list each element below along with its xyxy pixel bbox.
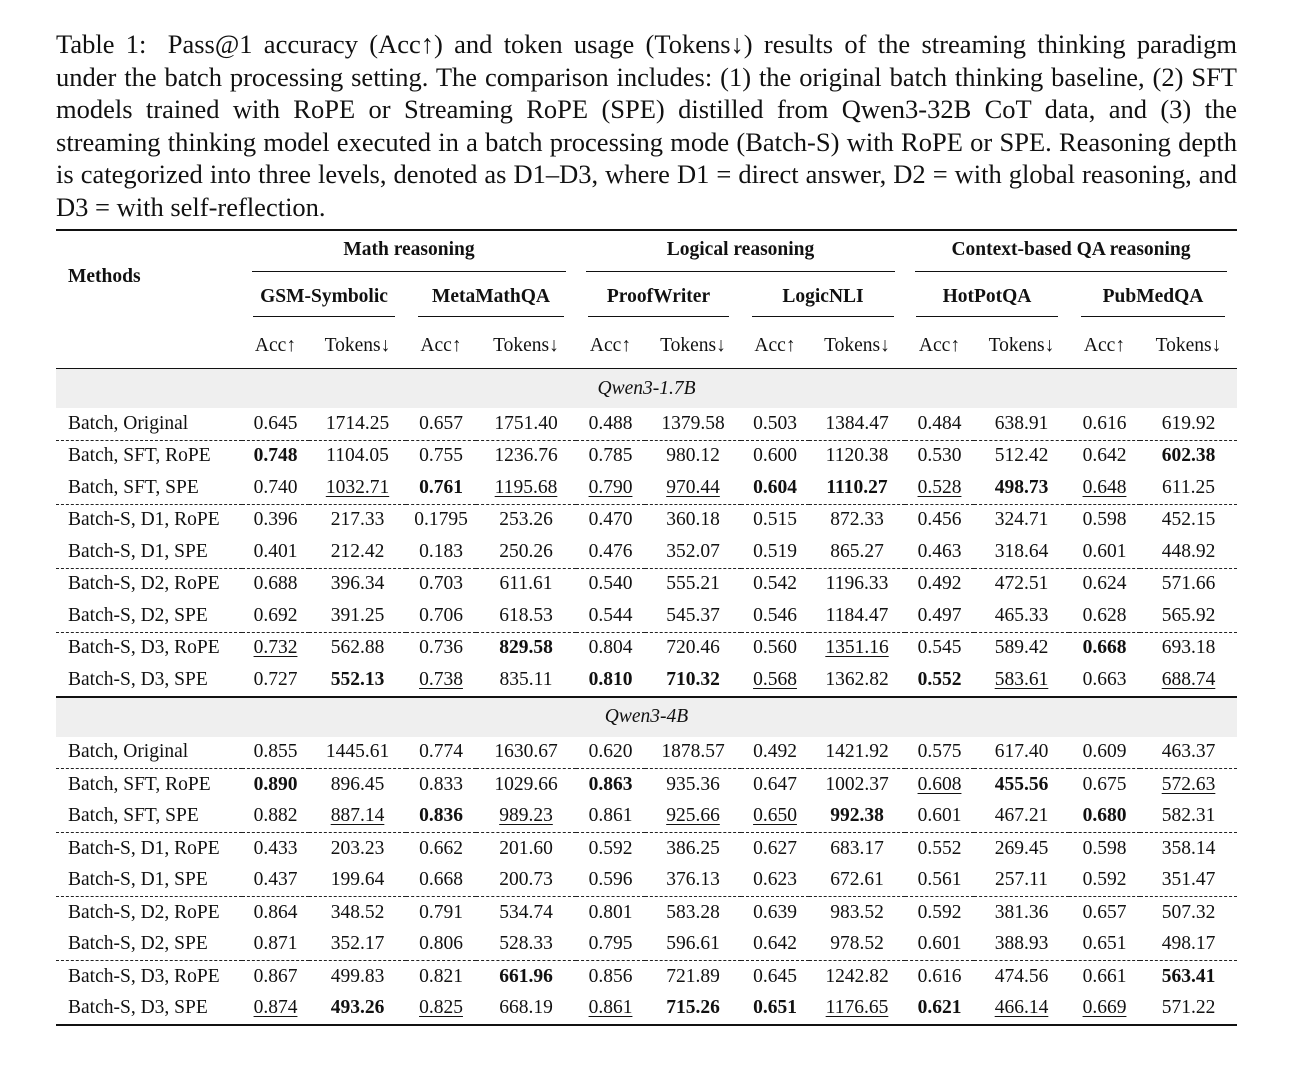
metric-header: Tokens↓ — [309, 323, 406, 369]
method-name: Batch, SFT, RoPE — [56, 769, 242, 801]
table-cell: 0.627 — [741, 833, 809, 865]
table-cell: 474.56 — [974, 961, 1069, 993]
table-cell: 0.801 — [576, 897, 645, 929]
table-cell: 0.484 — [917, 412, 962, 434]
metric-header-row — [56, 323, 1237, 369]
table-cell: 391.25 — [330, 604, 385, 626]
table-cell: 0.657 — [1069, 897, 1140, 929]
table-cell: 1176.65 — [809, 993, 905, 1026]
table-cell: 0.810 — [576, 664, 645, 697]
table-cell: 0.806 — [419, 933, 463, 955]
table-cell: 0.616 — [905, 961, 974, 993]
table-cell: 589.42 — [974, 632, 1069, 664]
table-cell: 583.28 — [645, 897, 741, 929]
table-cell: 0.561 — [917, 869, 962, 891]
table-cell: 1630.67 — [494, 741, 558, 763]
table-cell: 0.624 — [1069, 568, 1140, 600]
table-row — [56, 408, 1237, 440]
table-cell: 0.598 — [1069, 504, 1140, 536]
metric-header: Acc↑ — [406, 323, 476, 369]
table-cell: 0.821 — [406, 961, 476, 993]
method-name: Batch, Original — [68, 412, 189, 434]
table-cell: 0.616 — [1082, 412, 1127, 434]
results-table — [56, 229, 1237, 1026]
table-cell: 0.648 — [1082, 476, 1127, 498]
table-cell: 0.645 — [253, 412, 298, 434]
table-cell: 980.12 — [645, 440, 741, 472]
table-cell: 0.608 — [905, 769, 974, 801]
table-cell: 360.18 — [645, 504, 741, 536]
table-cell: 1714.25 — [325, 412, 390, 434]
table-row — [56, 961, 1237, 993]
table-cell: 0.401 — [253, 540, 298, 562]
table-cell: 1878.57 — [661, 741, 725, 763]
table-cell: 0.596 — [588, 869, 633, 891]
metric-header: Tokens↓ — [645, 323, 741, 369]
table-row — [56, 440, 1237, 472]
table-cell: 396.34 — [309, 568, 406, 600]
table-cell: 0.601 — [917, 805, 962, 827]
caption-text: Pass@1 accuracy (Acc↑) and token usage (Tokens↓) results of the streaming thinking paradigm under the batch processing setting. The comparison includes: (1) the original batch thinking baseline, (2) SFT models trained with RoPE or Streaming RoPE (SPE) distilled from Qwen3-32B CoT data, and (3) the streaming thinking model executed in a batch processing mode (Batch-S) with RoPE or SPE. Reasoning depth is categorized into three levels, denoted as D1–D3, where D1 = direct answer, D2 = with global reasoning, and D3 = with self-reflection. — [56, 29, 1237, 222]
table-cell: 0.552 — [905, 833, 974, 865]
table-cell: 388.93 — [994, 933, 1049, 955]
group-math: Math reasoning — [242, 230, 576, 279]
table-cell: 0.600 — [741, 440, 809, 472]
method-name: Batch, SFT, SPE — [68, 476, 199, 498]
table-cell: 638.91 — [994, 412, 1049, 434]
table-cell: 0.433 — [242, 833, 309, 865]
table-cell: 1196.33 — [809, 568, 905, 600]
table-cell: 0.598 — [1069, 833, 1140, 865]
group-context-qa: Context-based QA reasoning — [905, 230, 1237, 279]
metric-header: Tokens↓ — [476, 323, 576, 369]
table-cell: 0.791 — [406, 897, 476, 929]
table-cell: 1236.76 — [476, 440, 576, 472]
table-cell: 463.37 — [1161, 741, 1216, 763]
table-cell: 0.755 — [406, 440, 476, 472]
method-name: Batch-S, D1, RoPE — [56, 504, 242, 536]
table-cell: 1362.82 — [809, 664, 905, 697]
model-name: Qwen3-1.7B — [56, 369, 1237, 409]
table-caption-block — [56, 28, 1237, 224]
metric-header: Acc↑ — [242, 323, 309, 369]
table-cell: 1384.47 — [825, 412, 889, 434]
table-cell: 0.668 — [419, 869, 463, 891]
table-cell: 0.748 — [242, 440, 309, 472]
table-cell: 710.32 — [645, 664, 741, 697]
table-cell: 352.07 — [666, 540, 720, 562]
table-cell: 1104.05 — [309, 440, 406, 472]
metric-header: Tokens↓ — [809, 323, 905, 369]
dataset-logicnli: LogicNLI — [741, 279, 905, 323]
table-cell: 0.668 — [1069, 632, 1140, 664]
model-name: Qwen3-4B — [56, 697, 1237, 737]
table-cell: 688.74 — [1140, 664, 1237, 697]
table-cell: 0.871 — [253, 933, 298, 955]
table-cell: 887.14 — [330, 805, 385, 827]
model-section-header — [56, 697, 1237, 737]
table-cell: 596.61 — [666, 933, 720, 955]
table-cell: 472.51 — [974, 568, 1069, 600]
table-cell: 0.761 — [419, 476, 463, 498]
table-cell: 672.61 — [830, 869, 884, 891]
table-cell: 318.64 — [994, 540, 1049, 562]
table-cell: 0.836 — [419, 805, 463, 827]
table-cell: 829.58 — [476, 632, 576, 664]
table-cell: 978.52 — [830, 933, 884, 955]
table-cell: 552.13 — [309, 664, 406, 697]
table-cell: 0.546 — [753, 604, 797, 626]
table-cell: 1002.37 — [809, 769, 905, 801]
method-name: Batch-S, D3, RoPE — [56, 632, 242, 664]
table-cell: 0.795 — [588, 933, 633, 955]
metric-header: Acc↑ — [905, 323, 974, 369]
table-cell: 324.71 — [974, 504, 1069, 536]
table-cell: 0.856 — [576, 961, 645, 993]
table-cell: 0.855 — [253, 741, 298, 763]
table-cell: 0.785 — [576, 440, 645, 472]
dataset-metamathqa: MetaMathQA — [406, 279, 576, 323]
table-cell: 668.19 — [476, 993, 576, 1026]
table-row — [56, 536, 1237, 568]
table-cell: 0.669 — [1069, 993, 1140, 1026]
table-cell: 0.623 — [753, 869, 797, 891]
table-cell: 619.92 — [1161, 412, 1216, 434]
method-name: Batch-S, D2, SPE — [68, 933, 208, 955]
table-cell: 0.396 — [242, 504, 309, 536]
table-cell: 0.651 — [741, 993, 809, 1026]
method-name: Batch-S, D3, RoPE — [56, 961, 242, 993]
table-cell: 253.26 — [476, 504, 576, 536]
table-cell: 0.732 — [242, 632, 309, 664]
table-cell: 572.63 — [1140, 769, 1237, 801]
table-cell: 534.74 — [476, 897, 576, 929]
table-cell: 720.46 — [645, 632, 741, 664]
table-cell: 0.545 — [905, 632, 974, 664]
table-cell: 498.73 — [994, 476, 1049, 498]
table-cell: 455.56 — [974, 769, 1069, 801]
table-cell: 1445.61 — [325, 741, 390, 763]
metric-header: Acc↑ — [741, 323, 809, 369]
table-cell: 512.42 — [974, 440, 1069, 472]
table-cell: 0.863 — [576, 769, 645, 801]
table-cell: 448.92 — [1161, 540, 1216, 562]
table-cell: 970.44 — [666, 476, 720, 498]
table-cell: 0.528 — [917, 476, 962, 498]
table-cell: 0.692 — [253, 604, 298, 626]
table-cell: 0.736 — [406, 632, 476, 664]
table-cell: 715.26 — [645, 993, 741, 1026]
table-cell: 0.703 — [406, 568, 476, 600]
table-cell: 1351.16 — [809, 632, 905, 664]
table-cell: 693.18 — [1140, 632, 1237, 664]
table-cell: 348.52 — [309, 897, 406, 929]
table-cell: 1184.47 — [825, 604, 889, 626]
method-name: Batch-S, D1, RoPE — [56, 833, 242, 865]
metric-header: Acc↑ — [1069, 323, 1140, 369]
table-cell: 0.568 — [741, 664, 809, 697]
table-cell: 467.21 — [994, 805, 1049, 827]
table-cell: 0.560 — [741, 632, 809, 664]
table-cell: 661.96 — [476, 961, 576, 993]
table-cell: 583.61 — [974, 664, 1069, 697]
table-cell: 562.88 — [309, 632, 406, 664]
table-row — [56, 664, 1237, 697]
table-cell: 0.657 — [419, 412, 463, 434]
method-name: Batch-S, D2, SPE — [68, 604, 208, 626]
table-cell: 351.47 — [1161, 869, 1216, 891]
table-cell: 563.41 — [1140, 961, 1237, 993]
results-body — [56, 369, 1237, 1026]
metric-header: Acc↑ — [576, 323, 645, 369]
method-name: Batch-S, D3, SPE — [56, 993, 242, 1026]
table-cell: 0.890 — [242, 769, 309, 801]
table-cell: 602.38 — [1140, 440, 1237, 472]
table-cell: 0.642 — [1069, 440, 1140, 472]
method-name: Batch, SFT, RoPE — [56, 440, 242, 472]
table-cell: 0.183 — [419, 540, 463, 562]
table-cell: 0.727 — [242, 664, 309, 697]
table-cell: 257.11 — [995, 869, 1048, 891]
methods-header: Methods — [68, 266, 141, 287]
table-cell: 381.36 — [974, 897, 1069, 929]
metric-header: Tokens↓ — [974, 323, 1069, 369]
caption-label: Table 1: — [56, 29, 147, 59]
table-cell: 352.17 — [330, 933, 385, 955]
method-name: Batch, SFT, SPE — [68, 805, 199, 827]
table-cell: 250.26 — [499, 540, 553, 562]
table-row — [56, 632, 1237, 664]
table-cell: 212.42 — [330, 540, 385, 562]
table-cell: 0.706 — [419, 604, 463, 626]
group-header-row — [56, 230, 1237, 279]
table-cell: 0.488 — [588, 412, 633, 434]
table-cell: 896.45 — [309, 769, 406, 801]
table-cell: 0.688 — [242, 568, 309, 600]
table-cell: 0.542 — [741, 568, 809, 600]
table-cell: 269.45 — [974, 833, 1069, 865]
table-cell: 0.503 — [753, 412, 797, 434]
table-cell: 0.804 — [576, 632, 645, 664]
table-row — [56, 504, 1237, 536]
table-cell: 217.33 — [309, 504, 406, 536]
table-cell: 1242.82 — [809, 961, 905, 993]
table-row — [56, 801, 1237, 833]
table-cell: 0.476 — [588, 540, 633, 562]
table-cell: 0.861 — [576, 993, 645, 1026]
table-cell: 545.37 — [666, 604, 720, 626]
table-cell: 466.14 — [974, 993, 1069, 1026]
method-name: Batch-S, D1, SPE — [68, 869, 208, 891]
table-cell: 618.53 — [499, 604, 553, 626]
table-cell: 0.592 — [1082, 869, 1127, 891]
table-cell: 0.663 — [1069, 664, 1140, 697]
table-row — [56, 897, 1237, 929]
table-cell: 0.650 — [753, 805, 797, 827]
table-cell: 0.662 — [406, 833, 476, 865]
table-cell: 0.790 — [588, 476, 633, 498]
table-cell: 1195.68 — [494, 476, 558, 498]
table-cell: 0.675 — [1069, 769, 1140, 801]
metric-header: Tokens↓ — [1140, 323, 1237, 369]
table-cell: 571.66 — [1140, 568, 1237, 600]
table-cell: 865.27 — [830, 540, 884, 562]
table-row — [56, 865, 1237, 897]
table-cell: 0.774 — [419, 741, 463, 763]
table-cell: 0.609 — [1082, 741, 1127, 763]
table-cell: 1751.40 — [494, 412, 558, 434]
table-cell: 0.519 — [753, 540, 797, 562]
group-logical: Logical reasoning — [576, 230, 905, 279]
table-cell: 555.21 — [645, 568, 741, 600]
table-cell: 528.33 — [499, 933, 553, 955]
table-cell: 0.604 — [753, 476, 797, 498]
table-cell: 0.601 — [1082, 540, 1127, 562]
table-cell: 0.492 — [905, 568, 974, 600]
table-cell: 872.33 — [809, 504, 905, 536]
table-cell: 0.882 — [253, 805, 298, 827]
table-row — [56, 568, 1237, 600]
table-cell: 0.544 — [588, 604, 633, 626]
model-section-header — [56, 369, 1237, 409]
table-cell: 201.60 — [476, 833, 576, 865]
table-cell: 493.26 — [309, 993, 406, 1026]
method-name: Batch, Original — [68, 741, 189, 763]
table-cell: 565.92 — [1161, 604, 1216, 626]
table-cell: 507.32 — [1140, 897, 1237, 929]
method-name: Batch-S, D1, SPE — [68, 540, 208, 562]
method-name: Batch-S, D2, RoPE — [56, 568, 242, 600]
dataset-gsm-symbolic: GSM-Symbolic — [242, 279, 406, 323]
table-cell: 452.15 — [1140, 504, 1237, 536]
table-cell: 1379.58 — [661, 412, 725, 434]
table-cell: 200.73 — [499, 869, 553, 891]
table-cell: 0.540 — [576, 568, 645, 600]
table-cell: 1029.66 — [476, 769, 576, 801]
table-row — [56, 600, 1237, 632]
table-cell: 0.492 — [753, 741, 797, 763]
dataset-pubmedqa: PubMedQA — [1069, 279, 1237, 323]
table-cell: 0.1795 — [406, 504, 476, 536]
table-cell: 358.14 — [1140, 833, 1237, 865]
table-cell: 571.22 — [1140, 993, 1237, 1026]
table-row — [56, 993, 1237, 1026]
table-cell: 0.864 — [242, 897, 309, 929]
table-cell: 835.11 — [476, 664, 576, 697]
table-row — [56, 833, 1237, 865]
table-cell: 0.645 — [741, 961, 809, 993]
table-cell: 582.31 — [1161, 805, 1216, 827]
table-cell: 0.620 — [588, 741, 633, 763]
table-cell: 1120.38 — [809, 440, 905, 472]
table-cell: 925.66 — [666, 805, 720, 827]
table-cell: 376.13 — [666, 869, 720, 891]
table-cell: 0.825 — [406, 993, 476, 1026]
table-row — [56, 769, 1237, 801]
table-cell: 1421.92 — [825, 741, 889, 763]
table-cell: 0.575 — [917, 741, 962, 763]
table-cell: 611.61 — [476, 568, 576, 600]
table-cell: 199.64 — [330, 869, 385, 891]
table-cell: 0.592 — [905, 897, 974, 929]
table-cell: 617.40 — [994, 741, 1049, 763]
table-cell: 935.36 — [645, 769, 741, 801]
table-cell: 0.833 — [406, 769, 476, 801]
table-cell: 386.25 — [645, 833, 741, 865]
table-cell: 0.552 — [905, 664, 974, 697]
dataset-hotpotqa: HotPotQA — [905, 279, 1069, 323]
table-cell: 498.17 — [1161, 933, 1216, 955]
table-cell: 0.628 — [1082, 604, 1127, 626]
table-cell: 499.83 — [309, 961, 406, 993]
table-cell: 465.33 — [994, 604, 1049, 626]
table-cell: 983.52 — [809, 897, 905, 929]
table-cell: 0.647 — [741, 769, 809, 801]
table-cell: 0.738 — [406, 664, 476, 697]
table-cell: 721.89 — [645, 961, 741, 993]
table-cell: 0.515 — [741, 504, 809, 536]
table-cell: 992.38 — [830, 805, 884, 827]
table-cell: 0.639 — [741, 897, 809, 929]
table-cell: 0.680 — [1082, 805, 1127, 827]
table-row — [56, 929, 1237, 961]
table-cell: 0.437 — [253, 869, 298, 891]
table-cell: 0.861 — [588, 805, 633, 827]
table-cell: 0.874 — [242, 993, 309, 1026]
table-cell: 0.497 — [917, 604, 962, 626]
table-cell: 0.642 — [753, 933, 797, 955]
method-name: Batch-S, D2, RoPE — [56, 897, 242, 929]
table-cell: 1110.27 — [826, 476, 888, 498]
table-cell: 0.456 — [905, 504, 974, 536]
table-cell: 0.592 — [576, 833, 645, 865]
table-cell: 0.530 — [905, 440, 974, 472]
table-row — [56, 472, 1237, 504]
method-name: Batch-S, D3, SPE — [56, 664, 242, 697]
table-cell: 989.23 — [499, 805, 553, 827]
table-cell: 683.17 — [809, 833, 905, 865]
dataset-proofwriter: ProofWriter — [576, 279, 741, 323]
table-cell: 203.23 — [309, 833, 406, 865]
table-cell: 0.661 — [1069, 961, 1140, 993]
table-cell: 0.470 — [576, 504, 645, 536]
table-cell: 0.867 — [242, 961, 309, 993]
table-caption — [56, 28, 1237, 224]
table-cell: 0.601 — [917, 933, 962, 955]
table-cell: 0.463 — [917, 540, 962, 562]
table-row — [56, 737, 1237, 769]
table-cell: 0.651 — [1082, 933, 1127, 955]
table-cell: 0.621 — [905, 993, 974, 1026]
table-cell: 611.25 — [1162, 476, 1215, 498]
table-cell: 0.740 — [253, 476, 298, 498]
table-cell: 1032.71 — [325, 476, 390, 498]
